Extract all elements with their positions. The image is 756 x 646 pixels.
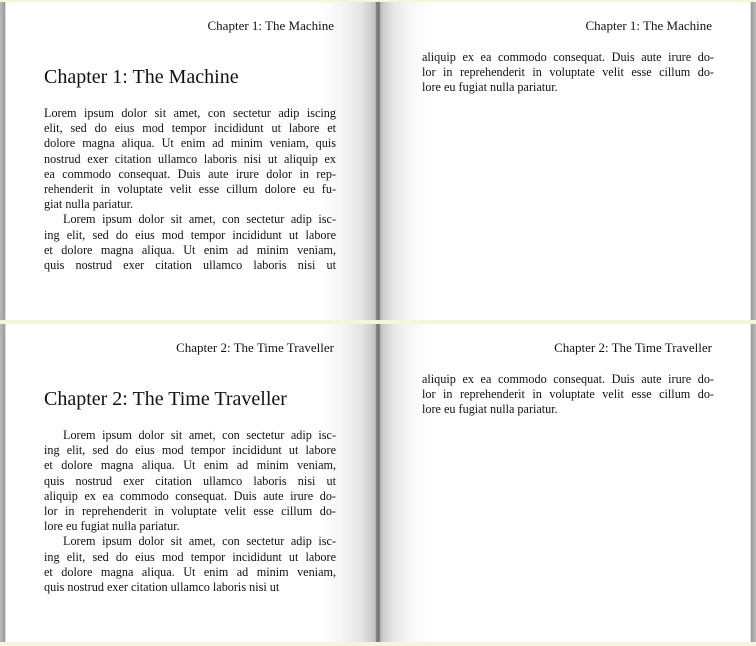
text-line: lor in reprehenderit in voluptate velit esse cillum do- — [44, 504, 336, 519]
text-line: aliquip ex ea commodo consequat. Duis aute irure do- — [44, 488, 336, 503]
chapter-title: Chapter 2: The Time Traveller — [44, 388, 287, 410]
text-line: ing elit, sed do eius mod tempor incididunt ut labore — [44, 227, 336, 242]
text-line: Lorem ipsum dolor sit amet, con sectetur adip isc- — [63, 428, 336, 442]
running-head: Chapter 1: The Machine — [585, 18, 712, 33]
text-line: giat nulla pariatur. — [44, 197, 134, 212]
book-spread-chapter-2 — [0, 324, 756, 642]
page-right[interactable] — [380, 2, 750, 320]
text-line: lore eu fugiat nulla pariatur. — [422, 402, 558, 417]
text-line: elit, sed do eius mod tempor incididunt ut labore et — [44, 121, 336, 136]
body-text — [422, 372, 714, 418]
running-head: Chapter 2: The Time Traveller — [176, 340, 334, 355]
text-line: et dolore magna aliqua. Ut enim ad minim veniam, — [44, 564, 336, 579]
text-line: et dolore magna aliqua. Ut enim ad minim veniam, — [44, 458, 336, 473]
text-line: lor in reprehenderit in voluptate velit esse cillum do- — [422, 387, 714, 402]
text-line: quis nostrud exer citation ullamco laboris nisi ut — [44, 580, 280, 595]
page-left[interactable] — [6, 2, 376, 320]
page-edge-right — [750, 324, 756, 642]
text-line: rehenderit in voluptate velit esse cillum dolore eu fu- — [44, 182, 336, 197]
text-line: et dolore magna aliqua. Ut enim ad minim veniam, — [44, 242, 336, 257]
text-line: nostrud exer citation ullamco laboris nisi ut aliquip ex — [44, 151, 336, 166]
page-edge-right — [750, 2, 756, 320]
text-line: lore eu fugiat nulla pariatur. — [44, 519, 180, 534]
running-head: Chapter 2: The Time Traveller — [554, 340, 712, 355]
page-right[interactable] — [380, 324, 750, 642]
text-line: Lorem ipsum dolor sit amet, con sectetur adip isc- — [63, 212, 336, 227]
text-line: quis nostrud exer citation ullamco laboris nisi ut — [44, 473, 336, 488]
body-text — [44, 106, 336, 273]
text-line: quis nostrud exer citation ullamco laboris nisi ut — [44, 258, 336, 273]
body-text — [44, 428, 336, 595]
text-line: ing elit, sed do eius mod tempor incididunt ut labore — [44, 443, 336, 458]
page-left[interactable] — [6, 324, 376, 642]
text-line: Lorem ipsum dolor sit amet, con sectetur adip isc- — [63, 534, 336, 549]
text-line: lor in reprehenderit in voluptate velit esse cillum do- — [422, 65, 714, 80]
text-line: ea commodo consequat. Duis aute irure dolor in rep- — [44, 166, 336, 181]
text-line: lore eu fugiat nulla pariatur. — [422, 80, 558, 95]
chapter-title: Chapter 1: The Machine — [44, 66, 239, 88]
text-line: aliquip ex ea commodo consequat. Duis aute irure do- — [422, 50, 714, 64]
text-line: ing elit, sed do eius mod tempor incididunt ut labore — [44, 549, 336, 564]
text-line: dolore magna aliqua. Ut enim ad minim veniam, quis — [44, 136, 336, 151]
body-text — [422, 50, 714, 96]
running-head: Chapter 1: The Machine — [207, 18, 334, 33]
book-spread-chapter-1 — [0, 2, 756, 320]
text-line: aliquip ex ea commodo consequat. Duis aute irure do- — [422, 372, 714, 386]
text-line: Lorem ipsum dolor sit amet, con sectetur adip iscing — [44, 106, 336, 120]
